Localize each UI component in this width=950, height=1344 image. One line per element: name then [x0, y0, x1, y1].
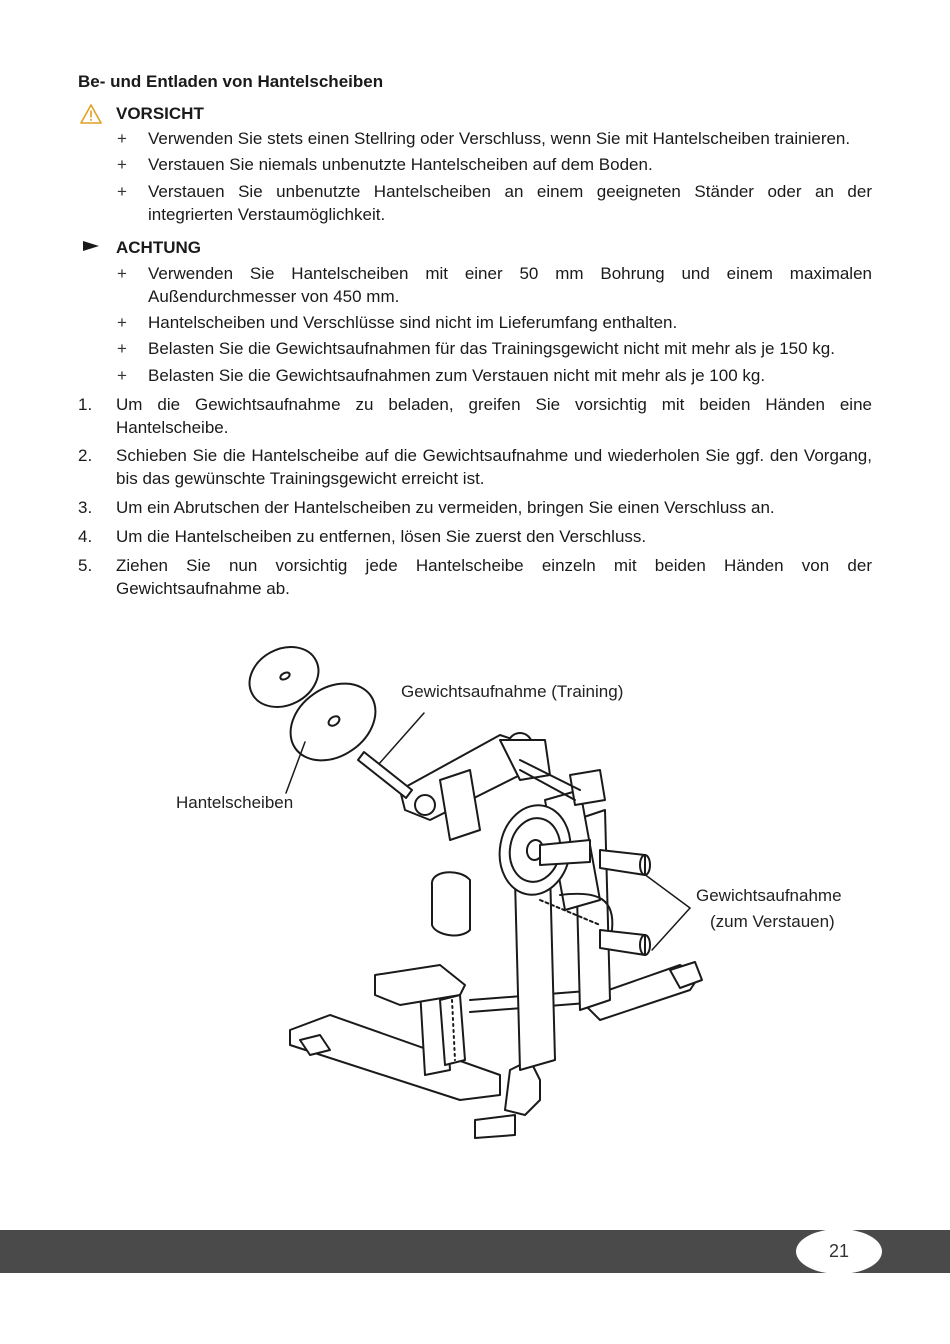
step-item [78, 444, 872, 490]
step-text: Um ein Abrutschen der Hantelscheiben zu vermeiden, bringen Sie einen Verschluss an. [116, 498, 775, 517]
step-number: 2. [78, 446, 93, 465]
attention-item [78, 311, 872, 334]
label-weight-plates: Hantelscheiben [176, 793, 294, 812]
plus-bullet: + [117, 264, 127, 283]
step-item [78, 393, 872, 439]
attention-title: ACHTUNG [116, 238, 201, 257]
attention-item-text: Belasten Sie die Gewichtsaufnahmen zum Verstauen nicht mit mehr als je 100 kg. [148, 366, 766, 385]
plus-bullet: + [117, 366, 127, 385]
plus-bullet: + [117, 129, 127, 148]
caution-item [78, 180, 872, 226]
step-number: 5. [78, 556, 93, 575]
attention-item [78, 262, 872, 308]
caution-item-text: Verstauen Sie niemals unbenutzte Hantelscheiben auf dem Boden. [148, 155, 653, 174]
machine-figure [0, 600, 950, 1160]
attention-item-text: Verwenden Sie Hantelscheiben mit einer 50 mm Bohrung und einem maximalen Außendurchmesser von 450 mm. [148, 264, 872, 306]
step-item [78, 525, 872, 548]
attention-item [78, 364, 872, 387]
step-number: 1. [78, 395, 93, 414]
step-number: 3. [78, 498, 93, 517]
step-text: Um die Hantelscheiben zu entfernen, lösen Sie zuerst den Verschluss. [116, 527, 647, 546]
caution-item-text: Verwenden Sie stets einen Stellring oder Verschluss, wenn Sie mit Hantelscheiben trainieren. [148, 129, 851, 148]
attention-item-text: Belasten Sie die Gewichtsaufnahmen für das Trainingsgewicht nicht mit mehr als je 150 kg. [148, 339, 835, 358]
plus-bullet: + [117, 313, 127, 332]
step-text: Um die Gewichtsaufnahme zu beladen, greifen Sie vorsichtig mit beiden Händen eine Hantelscheibe. [116, 395, 872, 437]
arrow-right-icon [82, 240, 100, 252]
step-item [78, 496, 872, 519]
caution-item-text: Verstauen Sie unbenutzte Hantelscheiben an einem geeigneten Ständer oder an der integrierten Verstaumöglichkeit. [148, 182, 872, 224]
label-training-horn: Gewichtsaufnahme (Training) [401, 682, 624, 701]
attention-item [78, 337, 872, 360]
plus-bullet: + [117, 155, 127, 174]
warning-triangle-icon [80, 104, 102, 124]
plus-bullet: + [117, 182, 127, 201]
plus-bullet: + [117, 339, 127, 358]
step-text: Schieben Sie die Hantelscheibe auf die Gewichtsaufnahme und wiederholen Sie ggf. den Vorgang, bis das gewünschte Trainingsgewicht erreicht ist. [116, 446, 872, 488]
label-storage-horn-sub: (zum Verstauen) [710, 912, 835, 931]
step-number: 4. [78, 527, 93, 546]
attention-item-text: Hantelscheiben und Verschlüsse sind nicht im Lieferumfang enthalten. [148, 313, 678, 332]
caution-item [78, 153, 872, 176]
page-number: 21 [796, 1229, 882, 1274]
caution-item [78, 127, 872, 150]
caution-title: VORSICHT [116, 104, 204, 123]
step-item [78, 554, 872, 600]
section-heading: Be- und Entladen von Hantelscheiben [78, 72, 384, 91]
step-text: Ziehen Sie nun vorsichtig jede Hantelscheibe einzeln mit beiden Händen von der Gewichtsaufnahme ab. [116, 556, 872, 598]
label-storage-horn: Gewichtsaufnahme [696, 886, 842, 905]
